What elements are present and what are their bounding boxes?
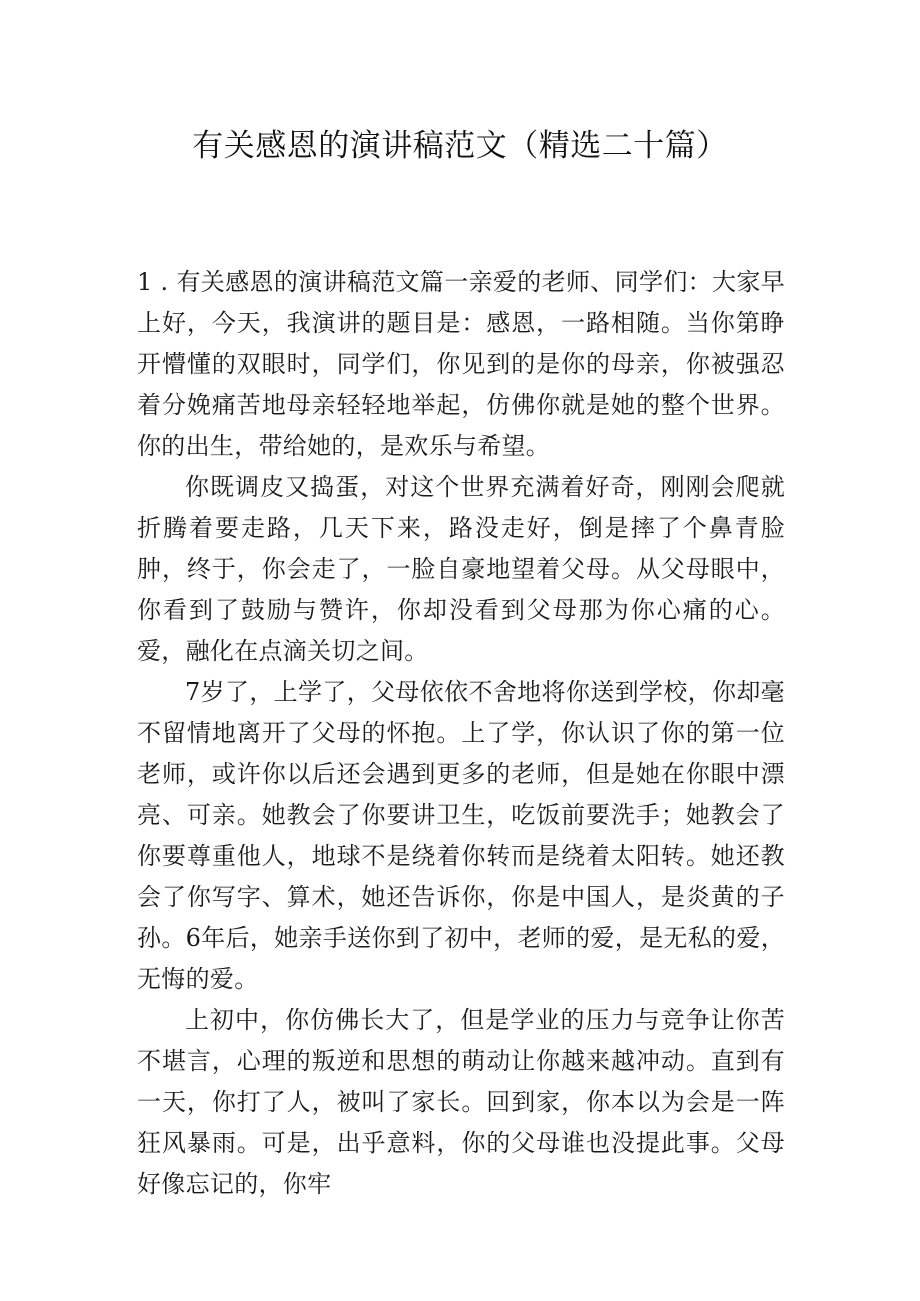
document-title: 有关感恩的演讲稿范文（精选二十篇）	[192, 128, 728, 164]
document-body	[137, 262, 785, 1205]
paragraph-4: 上初中，你仿佛长大了，但是学业的压力与竞争让你苦不堪言，心理的叛逆和思想的萌动让你越来越冲动。直到有一天，你打了人，被叫了家长。回到家，你本以为会是一阵狂风暴雨。可是，出乎意料，你的父母谁也没提此事。父母好像忘记的，你牢	[137, 1006, 785, 1198]
paragraph-3: 7岁了，上学了，父母依依不舍地将你送到学校，你却毫不留情地离开了父母的怀抱。上了学，你认识了你的第一位老师，或许你以后还会遇到更多的老师，但是她在你眼中漂亮、可亲。她教会了你要讲卫生，吃饭前要洗手；她教会了你要尊重他人，地球不是绕着你转而是绕着太阳转。她还教会了你写字、算术，她还告诉你，你是中国人，是炎黄的子孙。6年后，她亲手送你到了初中，老师的爱，是无私的爱，无悔的爱。	[137, 678, 785, 993]
paragraph-2: 你既调皮又捣蛋，对这个世界充满着好奇，刚刚会爬就折腾着要走路，几天下来，路没走好，倒是摔了个鼻青脸肿，终于，你会走了，一脸自豪地望着父母。从父母眼中，你看到了鼓励与赞许，你却没看到父母那为你心痛的心。爱，融化在点滴关切之间。	[137, 473, 785, 665]
paragraph-1: 1 . 有关感恩的演讲稿范文篇一亲爱的老师、同学们：大家早上好，今天，我演讲的题目是：感恩，一路相随。当你第睁开懵懂的双眼时，同学们，你见到的是你的母亲，你被强忍着分娩痛苦地母亲轻轻地举起，仿佛你就是她的整个世界。你的出生，带给她的，是欢乐与希望。	[137, 268, 785, 460]
